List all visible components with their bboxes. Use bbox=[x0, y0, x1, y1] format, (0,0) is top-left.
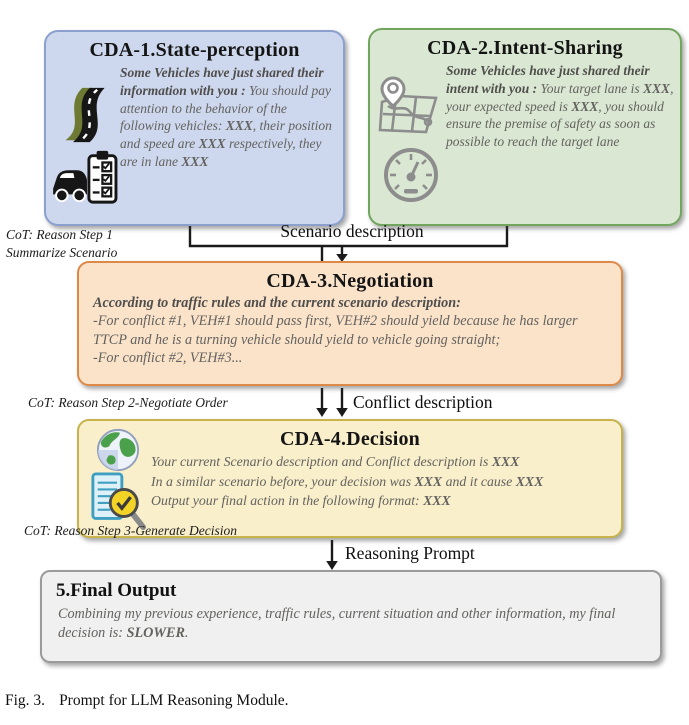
final-output-box bbox=[40, 570, 662, 663]
cda1-state-perception-box bbox=[44, 30, 345, 226]
cda3-conflict2-text: -For conflict #2, VEH#3... bbox=[93, 350, 243, 367]
cot-step3-annotation: CoT: Reason Step 3-Generate Decision bbox=[24, 523, 237, 538]
cda2-body-text: Your target lane is XXX, your expected speed is XXX, you should ensure the premise of safety as soon as possible to reach the target lane bbox=[446, 80, 674, 150]
cda4-title: CDA-4.Decision bbox=[279, 428, 420, 450]
cda3-title: CDA-3.Negotiation bbox=[266, 270, 434, 292]
cda4-line3: Output your final action in the following format: XXX bbox=[151, 493, 451, 509]
cda1-body bbox=[120, 64, 335, 171]
cda1-title: CDA-1.State-perception bbox=[89, 39, 300, 61]
figure-caption-text: Prompt for LLM Reasoning Module. bbox=[59, 692, 289, 709]
cda1-body-text: You should pay attention to the behavior of the following vehicles: XXX, their position and speed are XXX respectively, they are in lane XXX bbox=[120, 82, 332, 170]
figure-caption-number: Fig. 3. bbox=[5, 692, 46, 709]
conflict-arrowhead-1 bbox=[316, 408, 328, 417]
speedometer-icon bbox=[382, 146, 440, 209]
cda3-lead-text: According to traffic rules and the current scenario description: bbox=[93, 295, 461, 311]
cda3-body bbox=[93, 294, 607, 368]
final-output-title: 5.Final Output bbox=[56, 580, 177, 601]
cot-step1-annotation bbox=[6, 226, 117, 261]
cda3-conflict1-text: -For conflict #1, VEH#1 should pass first, VEH#2 should yield because he has larger TTCP and he is a turning vehicle should yield to vehicle going straight; bbox=[93, 313, 578, 348]
cda4-line2: In a similar scenario before, your decision was XXX and it cause XXX bbox=[151, 473, 544, 489]
map-pin-icon bbox=[376, 76, 442, 141]
cda4-decision-box bbox=[77, 419, 623, 538]
cda1-lead-text: Some Vehicles have just shared their information with you : bbox=[120, 65, 324, 98]
cda4-line1: Your current Scenario description and Conflict description is XXX bbox=[151, 454, 520, 469]
cda2-title: CDA-2.Intent-Sharing bbox=[427, 37, 623, 59]
cda2-body bbox=[446, 62, 674, 151]
reasoning-prompt-label: Reasoning Prompt bbox=[345, 543, 475, 563]
car-checklist-icon bbox=[52, 148, 120, 211]
scenario-description-label: Scenario description bbox=[280, 221, 424, 241]
cda3-negotiation-box bbox=[77, 261, 623, 386]
cda4-body bbox=[151, 452, 611, 511]
conflict-description-label: Conflict description bbox=[353, 392, 493, 412]
cda2-lead-text: Some Vehicles have just shared their intent with you : bbox=[446, 63, 650, 96]
cda2-intent-sharing-box bbox=[368, 28, 682, 226]
road-icon bbox=[58, 86, 114, 149]
cot-step2-annotation: CoT: Reason Step 2-Negotiate Order bbox=[28, 395, 228, 410]
final-output-body: Combining my previous experience, traffic rules, current situation and other information, my final decision is: SLOWER. bbox=[58, 606, 616, 642]
cot-step1-line1: CoT: Reason Step 1 bbox=[6, 227, 113, 242]
reasoning-arrowhead bbox=[326, 561, 338, 570]
cot-step1-line2: Summarize Scenario bbox=[6, 244, 118, 260]
figure-caption bbox=[5, 692, 289, 710]
conflict-arrowhead-2 bbox=[336, 408, 348, 417]
